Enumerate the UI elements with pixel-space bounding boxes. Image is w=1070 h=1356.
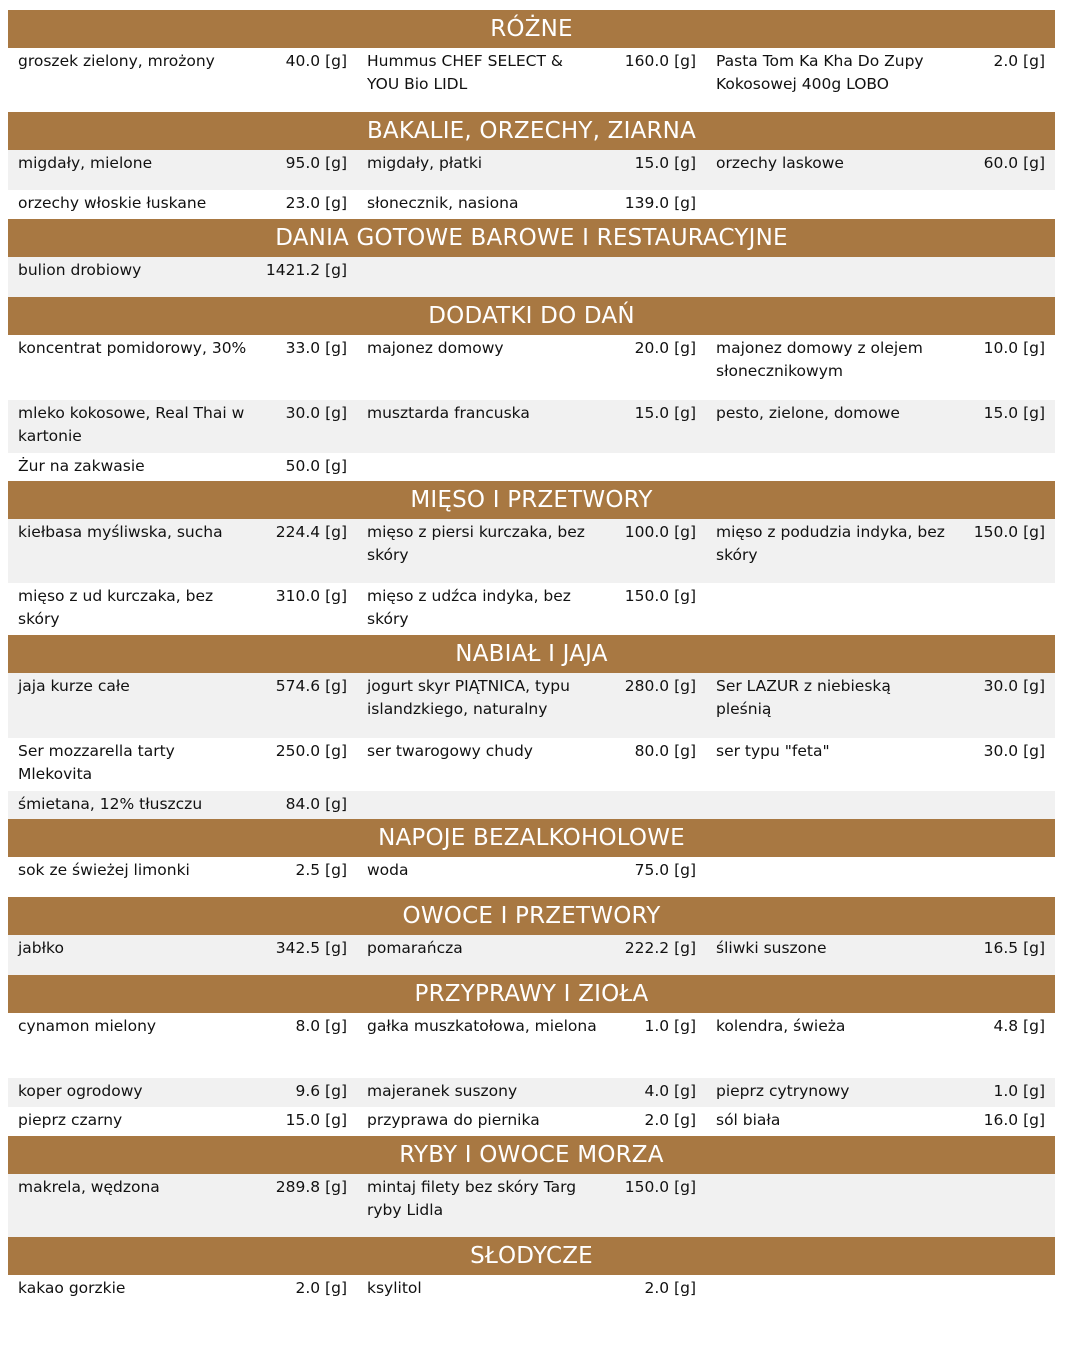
item-row <box>8 1174 1055 1237</box>
item-quantity: 280.0 [g] <box>624 677 696 695</box>
item-cell <box>706 150 1055 190</box>
section-header: BAKALIE, ORZECHY, ZIARNA <box>8 112 1055 150</box>
item-cell <box>8 1174 357 1237</box>
item-name: mintaj filety bez skóry Targ ryby Lidla <box>367 1178 577 1219</box>
item-quantity: 2.0 [g] <box>295 1279 347 1297</box>
item-name: musztarda francuska <box>367 404 530 422</box>
item-cell <box>8 1275 357 1317</box>
item-cell <box>8 857 357 897</box>
section-header: PRZYPRAWY I ZIOŁA <box>8 975 1055 1013</box>
item-cell <box>357 583 706 635</box>
item-cell <box>706 335 1055 400</box>
item-name: sok ze świeżej limonki <box>18 861 190 879</box>
section-header: MIĘSO I PRZETWORY <box>8 481 1055 519</box>
item-row <box>8 1107 1055 1136</box>
item-name: Żur na zakwasie <box>18 457 145 475</box>
section-header: RÓŻNE <box>8 10 1055 48</box>
item-cell <box>706 583 1055 635</box>
item-cell <box>8 673 357 738</box>
section-header: NAPOJE BEZALKOHOLOWE <box>8 819 1055 857</box>
item-quantity: 1.0 [g] <box>644 1017 696 1035</box>
item-cell <box>357 150 706 190</box>
item-cell <box>706 1078 1055 1107</box>
item-name: jogurt skyr PIĄTNICA, typu islandzkiego, naturalny <box>367 677 570 718</box>
item-cell <box>706 257 1055 297</box>
item-cell <box>706 519 1055 583</box>
item-quantity: 160.0 [g] <box>624 52 696 70</box>
item-quantity: 23.0 [g] <box>285 194 347 212</box>
item-name: ser typu "feta" <box>716 742 830 760</box>
item-cell <box>706 1107 1055 1136</box>
item-name: słonecznik, nasiona <box>367 194 519 212</box>
item-cell <box>357 791 706 819</box>
item-cell <box>706 935 1055 975</box>
item-name: koper ogrodowy <box>18 1082 143 1100</box>
item-name: koncentrat pomidorowy, 30% <box>18 339 247 357</box>
item-cell <box>706 453 1055 481</box>
item-name: mięso z udźca indyka, bez skóry <box>367 587 571 628</box>
item-name: majonez domowy z olejem słonecznikowym <box>716 339 923 380</box>
item-cell <box>8 935 357 975</box>
section-header: DODATKI DO DAŃ <box>8 297 1055 335</box>
item-quantity: 60.0 [g] <box>983 154 1045 172</box>
item-cell <box>357 257 706 297</box>
item-name: mleko kokosowe, Real Thai w kartonie <box>18 404 245 445</box>
section-header: RYBY I OWOCE MORZA <box>8 1136 1055 1174</box>
item-quantity: 1421.2 [g] <box>265 261 347 279</box>
item-quantity: 30.0 [g] <box>285 404 347 422</box>
item-cell <box>357 738 706 791</box>
item-cell <box>8 453 357 481</box>
item-name: jabłko <box>18 939 64 957</box>
item-cell <box>706 857 1055 897</box>
item-name: cynamon mielony <box>18 1017 157 1035</box>
item-name: majonez domowy <box>367 339 504 357</box>
item-row <box>8 1275 1055 1317</box>
item-row <box>8 857 1055 897</box>
item-quantity: 2.0 [g] <box>644 1279 696 1297</box>
item-cell <box>357 1107 706 1136</box>
item-quantity: 15.0 [g] <box>634 404 696 422</box>
item-cell <box>357 335 706 400</box>
item-quantity: 222.2 [g] <box>624 939 696 957</box>
item-cell <box>706 1275 1055 1317</box>
item-quantity: 20.0 [g] <box>634 339 696 357</box>
item-row <box>8 1078 1055 1107</box>
section-header: DANIA GOTOWE BAROWE I RESTAURACYJNE <box>8 219 1055 257</box>
item-name: groszek zielony, mrożony <box>18 52 215 70</box>
item-quantity: 40.0 [g] <box>285 52 347 70</box>
item-row <box>8 673 1055 738</box>
item-quantity: 4.0 [g] <box>644 1082 696 1100</box>
item-cell <box>357 1174 706 1237</box>
item-row <box>8 519 1055 583</box>
item-cell <box>706 1013 1055 1078</box>
item-name: pomarańcza <box>367 939 463 957</box>
item-cell <box>8 1078 357 1107</box>
item-cell <box>357 673 706 738</box>
item-quantity: 15.0 [g] <box>634 154 696 172</box>
item-row <box>8 738 1055 791</box>
item-row <box>8 583 1055 635</box>
item-cell <box>357 48 706 110</box>
item-quantity: 30.0 [g] <box>983 742 1045 760</box>
item-quantity: 2.5 [g] <box>295 861 347 879</box>
item-quantity: 16.0 [g] <box>983 1111 1045 1129</box>
item-name: migdały, płatki <box>367 154 483 172</box>
item-name: gałka muszkatołowa, mielona <box>367 1017 597 1035</box>
item-row <box>8 48 1055 110</box>
item-cell <box>357 1275 706 1317</box>
section-header: OWOCE I PRZETWORY <box>8 897 1055 935</box>
item-name: pieprz cytrynowy <box>716 1082 850 1100</box>
item-cell <box>8 583 357 635</box>
item-name: kolendra, świeża <box>716 1017 846 1035</box>
item-name: Ser mozzarella tarty Mlekovita <box>18 742 175 783</box>
item-cell <box>357 190 706 218</box>
item-quantity: 15.0 [g] <box>983 404 1045 422</box>
item-row <box>8 190 1055 218</box>
item-name: ksylitol <box>367 1279 422 1297</box>
item-quantity: 15.0 [g] <box>285 1111 347 1129</box>
item-name: makrela, wędzona <box>18 1178 160 1196</box>
item-cell <box>357 519 706 583</box>
item-quantity: 4.8 [g] <box>993 1017 1045 1035</box>
item-cell <box>357 400 706 453</box>
item-quantity: 84.0 [g] <box>285 795 347 813</box>
item-name: sól biała <box>716 1111 781 1129</box>
item-quantity: 289.8 [g] <box>275 1178 347 1196</box>
item-cell <box>8 738 357 791</box>
item-quantity: 250.0 [g] <box>275 742 347 760</box>
item-quantity: 574.6 [g] <box>275 677 347 695</box>
item-quantity: 1.0 [g] <box>993 1082 1045 1100</box>
item-row <box>8 335 1055 400</box>
item-cell <box>8 1013 357 1078</box>
item-cell <box>8 791 357 819</box>
item-cell <box>706 48 1055 110</box>
item-cell <box>706 673 1055 738</box>
item-name: mięso z ud kurczaka, bez skóry <box>18 587 214 628</box>
item-cell <box>357 857 706 897</box>
item-cell <box>8 257 357 297</box>
section-header: SŁODYCZE <box>8 1237 1055 1275</box>
item-quantity: 75.0 [g] <box>634 861 696 879</box>
item-name: Ser LAZUR z niebieską pleśnią <box>716 677 891 718</box>
item-quantity: 100.0 [g] <box>624 523 696 541</box>
item-cell <box>706 1174 1055 1237</box>
item-cell <box>8 190 357 218</box>
item-row <box>8 150 1055 190</box>
item-cell <box>706 190 1055 218</box>
item-name: kiełbasa myśliwska, sucha <box>18 523 223 541</box>
item-cell <box>706 791 1055 819</box>
item-cell <box>8 150 357 190</box>
item-quantity: 95.0 [g] <box>285 154 347 172</box>
item-quantity: 9.6 [g] <box>295 1082 347 1100</box>
item-quantity: 342.5 [g] <box>275 939 347 957</box>
item-name: kakao gorzkie <box>18 1279 126 1297</box>
item-name: śmietana, 12% tłuszczu <box>18 795 203 813</box>
item-row <box>8 935 1055 975</box>
item-name: przyprawa do piernika <box>367 1111 540 1129</box>
item-quantity: 224.4 [g] <box>275 523 347 541</box>
item-cell <box>8 519 357 583</box>
item-name: Hummus CHEF SELECT & YOU Bio LIDL <box>367 52 563 93</box>
item-cell <box>8 1107 357 1136</box>
item-name: pieprz czarny <box>18 1111 123 1129</box>
item-cell <box>8 400 357 453</box>
item-row <box>8 400 1055 453</box>
item-quantity: 33.0 [g] <box>285 339 347 357</box>
item-name: ser twarogowy chudy <box>367 742 533 760</box>
item-cell <box>357 1078 706 1107</box>
item-quantity: 30.0 [g] <box>983 677 1045 695</box>
item-name: migdały, mielone <box>18 154 153 172</box>
item-quantity: 8.0 [g] <box>295 1017 347 1035</box>
item-quantity: 2.0 [g] <box>644 1111 696 1129</box>
item-row <box>8 791 1055 819</box>
item-name: bulion drobiowy <box>18 261 142 279</box>
item-quantity: 16.5 [g] <box>983 939 1045 957</box>
item-row <box>8 1013 1055 1078</box>
item-cell <box>706 738 1055 791</box>
section-header: NABIAŁ I JAJA <box>8 635 1055 673</box>
item-row <box>8 453 1055 481</box>
item-cell <box>357 1013 706 1078</box>
item-name: majeranek suszony <box>367 1082 518 1100</box>
item-cell <box>357 935 706 975</box>
item-quantity: 310.0 [g] <box>275 587 347 605</box>
item-row <box>8 257 1055 297</box>
item-quantity: 150.0 [g] <box>973 523 1045 541</box>
item-quantity: 10.0 [g] <box>983 339 1045 357</box>
item-name: śliwki suszone <box>716 939 827 957</box>
item-name: jaja kurze całe <box>18 677 130 695</box>
item-name: woda <box>367 861 409 879</box>
item-name: orzechy włoskie łuskane <box>18 194 207 212</box>
item-cell <box>357 453 706 481</box>
item-name: Pasta Tom Ka Kha Do Zupy Kokosowej 400g LOBO <box>716 52 924 93</box>
item-quantity: 150.0 [g] <box>624 587 696 605</box>
item-cell <box>706 400 1055 453</box>
item-name: mięso z podudzia indyka, bez skóry <box>716 523 945 564</box>
item-name: orzechy laskowe <box>716 154 844 172</box>
item-quantity: 2.0 [g] <box>993 52 1045 70</box>
item-cell <box>8 48 357 110</box>
item-quantity: 80.0 [g] <box>634 742 696 760</box>
item-quantity: 50.0 [g] <box>285 457 347 475</box>
item-name: mięso z piersi kurczaka, bez skóry <box>367 523 585 564</box>
item-name: pesto, zielone, domowe <box>716 404 900 422</box>
item-quantity: 139.0 [g] <box>624 194 696 212</box>
item-quantity: 150.0 [g] <box>624 1178 696 1196</box>
item-cell <box>8 335 357 400</box>
